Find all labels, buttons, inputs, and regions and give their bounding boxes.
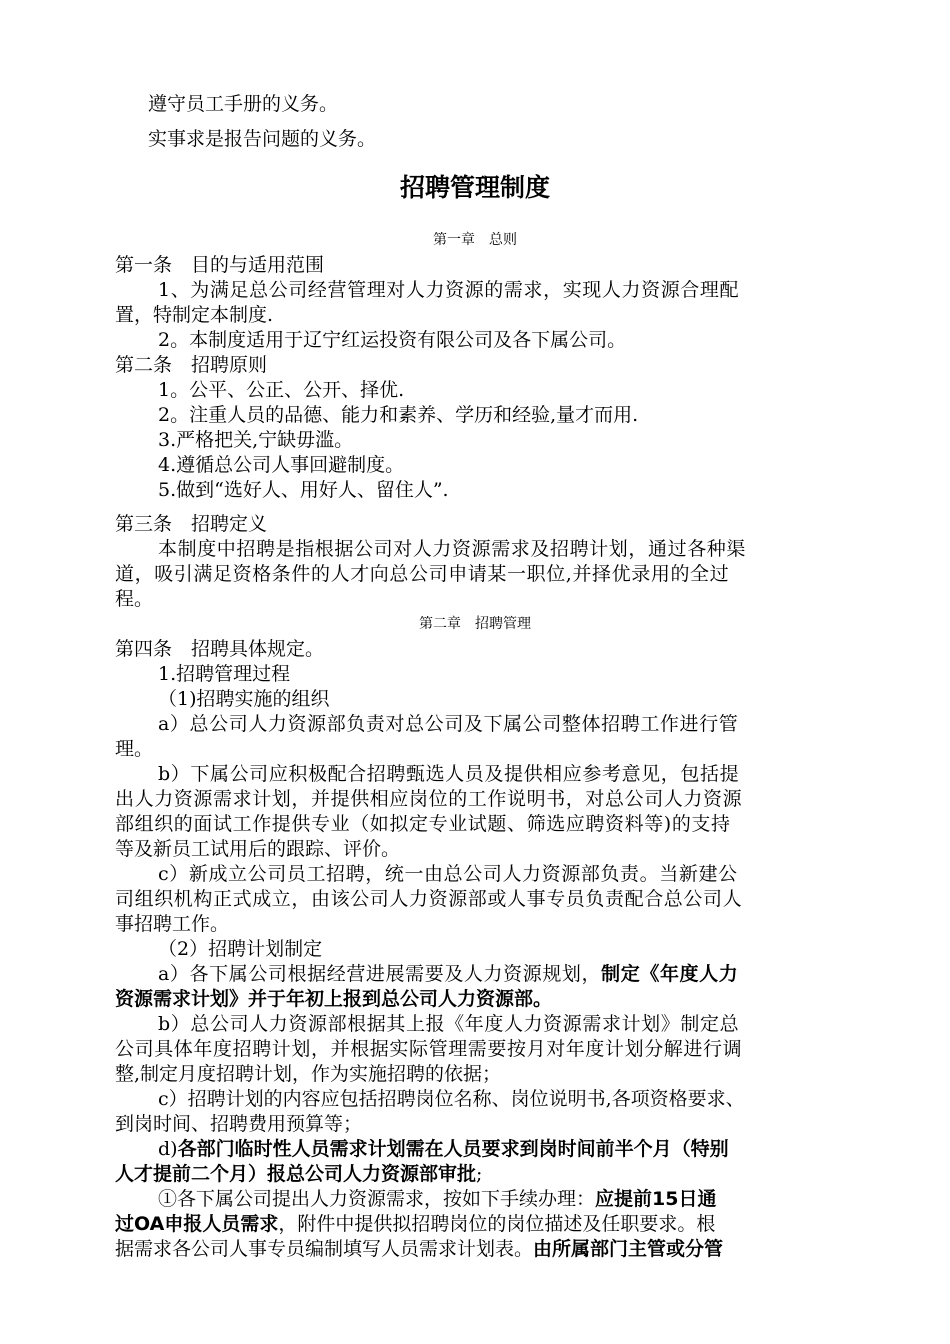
article-2-item-3: 3.严格把关,宁缺毋滥。: [158, 429, 354, 451]
article-2-item-1: 1。公平、公正、公开、择优.: [158, 379, 405, 401]
article-3-line-3: 程。: [115, 588, 154, 610]
chapter-2-heading: 第二章 招聘管理: [419, 616, 531, 632]
plan-d-line-1: [158, 1137, 729, 1161]
item-c-line-1: c）新成立公司员工招聘，统一由总公司人力资源部负责。当新建公: [158, 863, 738, 885]
intro-line-2: 实事求是报告问题的义务。: [148, 128, 377, 150]
article-1-para-2: 2。本制度适用于辽宁红运投资有限公司及各下属公司。: [158, 329, 627, 351]
plan-b-line-2: 公司具体年度招聘计划，并根据实际管理需要按月对年度计划分解进行调: [115, 1038, 743, 1060]
item-b-line-2: 出人力资源需求计划，并提供相应岗位的工作说明书，对总公司人力资源: [115, 788, 743, 810]
procedure-1-line-3: [115, 1237, 723, 1261]
procedure-1-emphasis-end: 由所属部门主管或分管: [533, 1238, 724, 1260]
article-1-heading: 第一条 目的与适用范围: [115, 254, 325, 276]
procedure-1-emphasis: 应提前15日通: [595, 1188, 717, 1210]
plan-d-emphasis-cont: 人才提前二个月）报总公司人力资源部审批: [115, 1163, 477, 1185]
item-c-line-3: 事招聘工作。: [115, 913, 230, 935]
article-2-heading: 第二条 招聘原则: [115, 354, 268, 376]
article-2-item-5: 5.做到“选好人、用好人、留住人”.: [158, 479, 449, 501]
intro-line-1: 遵守员工手册的义务。: [148, 93, 339, 115]
plan-c-line-1: c）招聘计划的内容应包括招聘岗位名称、岗位说明书,各项资格要求、: [158, 1088, 745, 1110]
plan-b-line-1: b）总公司人力资源部根据其上报《年度人力资源需求计划》制定总: [158, 1013, 740, 1035]
procedure-1-text-cont: ，附件中提供拟招聘岗位的岗位描述及任职要求。根: [278, 1213, 716, 1235]
plan-a-line-2: [115, 987, 552, 1011]
plan-a-text: a）各下属公司根据经营进展需要及人力资源规划，: [158, 963, 602, 985]
article-1-para-1-cont: 置，特制定本制度.: [115, 304, 274, 326]
procedure-1-line-2: [115, 1212, 715, 1236]
document-title: 招聘管理制度: [399, 173, 550, 202]
article-2-item-4: 4.遵循总公司人事回避制度。: [158, 454, 405, 476]
section-1-heading: 1.招聘管理过程: [158, 663, 291, 685]
subsection-2-heading: （2）招聘计划制定: [158, 938, 323, 960]
item-b-line-1: b）下属公司应积极配合招聘甄选人员及提供相应参考意见，包括提: [158, 763, 740, 785]
article-2-item-2: 2。注重人员的品德、能力和素养、学历和经验,量才而用.: [158, 404, 639, 426]
article-3-heading: 第三条 招聘定义: [115, 513, 268, 535]
plan-d-line-2: [115, 1162, 482, 1186]
article-3-line-2: 道，吸引满足资格条件的人才向总公司申请某一职位,并择优录用的全过: [115, 563, 730, 585]
item-a-line-1: a）总公司人力资源部负责对总公司及下属公司整体招聘工作进行管: [158, 713, 739, 735]
procedure-1-text-end: 据需求各公司人事专员编制填写人员需求计划表。: [115, 1238, 534, 1260]
plan-d-label: d): [158, 1138, 178, 1160]
plan-c-line-2: 到岗时间、招聘费用预算等；: [115, 1113, 363, 1135]
item-c-line-2: 司组织机构正式成立，由该公司人力资源部或人事专员负责配合总公司人: [115, 888, 743, 910]
plan-a-emphasis: 制定《年度人力: [601, 963, 739, 985]
plan-d-emphasis: 各部门临时性人员需求计划需在人员要求到岗时间前半个月（特别: [177, 1138, 729, 1160]
item-b-line-3: 部组织的面试工作提供专业（如拟定专业试题、筛选应聘资料等)的支持: [115, 813, 731, 835]
procedure-1-emphasis-cont: 过OA申报人员需求: [115, 1213, 279, 1235]
item-b-line-4: 等及新员工试用后的跟踪、评价。: [115, 838, 401, 860]
plan-d-end: ;: [476, 1163, 483, 1185]
article-3-line-1: 本制度中招聘是指根据公司对人力资源需求及招聘计划，通过各种渠: [158, 538, 747, 560]
article-1-para-1: 1、为满足总公司经营管理对人力资源的需求，实现人力资源合理配: [158, 279, 740, 301]
subsection-1-heading: （1)招聘实施的组织: [158, 688, 330, 710]
procedure-1-text: ①各下属公司提出人力资源需求，按如下手续办理：: [158, 1188, 596, 1210]
procedure-1-line-1: [158, 1187, 716, 1211]
chapter-1-heading: 第一章 总则: [433, 232, 517, 248]
plan-b-line-3: 整,制定月度招聘计划，作为实施招聘的依据；: [115, 1063, 502, 1085]
plan-a-emphasis-cont: 资源需求计划》并于年初上报到总公司人力资源部。: [115, 988, 553, 1010]
item-a-line-2: 理。: [115, 738, 154, 760]
plan-a-line-1: [158, 962, 738, 986]
article-4-heading: 第四条 招聘具体规定。: [115, 638, 325, 660]
